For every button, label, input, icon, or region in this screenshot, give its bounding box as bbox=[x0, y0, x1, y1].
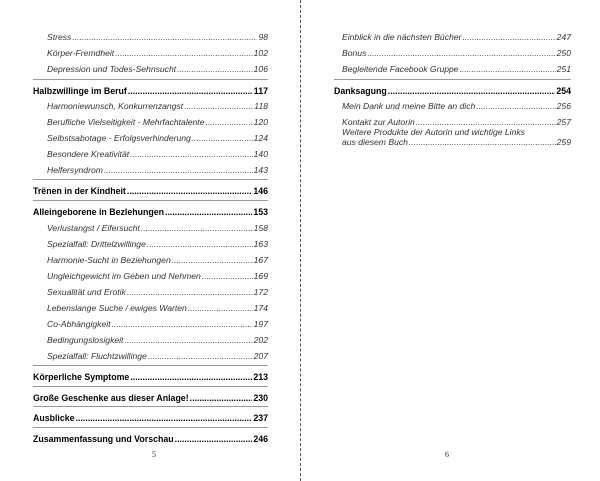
toc-section-entry[interactable] bbox=[47, 221, 268, 235]
toc-separator bbox=[33, 365, 268, 366]
toc-section-entry[interactable] bbox=[47, 301, 268, 315]
toc-section-entry[interactable] bbox=[47, 131, 268, 145]
toc-entry-multiline[interactable] bbox=[342, 127, 571, 147]
toc-dot-leader bbox=[409, 137, 556, 147]
toc-dot-leader bbox=[165, 205, 252, 219]
toc-entry-title: Halbzwillinge im Beruf bbox=[33, 86, 127, 96]
toc-separator bbox=[334, 79, 571, 80]
toc-dot-leader bbox=[188, 301, 253, 315]
toc-entry-page: 140 bbox=[253, 149, 268, 159]
toc-entry-page: 98 bbox=[258, 32, 268, 42]
toc-entry-title: Mein Dank und meine Bitte an dich bbox=[342, 101, 476, 111]
toc-entry-title: Ausblicke bbox=[33, 413, 75, 423]
right-page-number: 6 bbox=[445, 450, 449, 459]
toc-section-entry[interactable] bbox=[47, 46, 268, 60]
toc-section-entry[interactable] bbox=[47, 253, 268, 267]
toc-entry-page: 163 bbox=[253, 239, 268, 249]
toc-entry-page: 250 bbox=[556, 48, 571, 58]
toc-entry-title: Besondere Kreativität bbox=[47, 149, 130, 159]
toc-dot-leader bbox=[127, 285, 253, 299]
toc-section-entry[interactable] bbox=[342, 30, 571, 44]
toc-entry-title: Helfersyndrom bbox=[47, 165, 103, 175]
toc-dot-leader bbox=[190, 391, 253, 405]
toc-entry-title: Spezialfall: Drittelzwillinge bbox=[47, 239, 146, 249]
toc-entry-page: 246 bbox=[253, 434, 268, 444]
toc-section-entry[interactable] bbox=[342, 46, 571, 60]
toc-dot-leader bbox=[141, 221, 253, 235]
toc-separator bbox=[33, 179, 268, 180]
toc-chapter-entry[interactable] bbox=[33, 84, 268, 98]
toc-entry-title: Einblick in die nächsten Bücher bbox=[342, 32, 462, 42]
toc-entry-title: Bonus bbox=[342, 48, 367, 58]
toc-entry-title: Spezialfall: Fluchtzwillinge bbox=[47, 351, 147, 361]
toc-dot-leader bbox=[460, 62, 556, 76]
toc-entry-page: 172 bbox=[253, 287, 268, 297]
right-page bbox=[301, 0, 600, 481]
toc-dot-leader bbox=[205, 115, 252, 129]
toc-entry-page: 118 bbox=[254, 101, 268, 111]
toc-section-entry[interactable] bbox=[47, 115, 268, 129]
toc-separator bbox=[33, 386, 268, 387]
toc-section-entry[interactable] bbox=[47, 285, 268, 299]
toc-entry-page: 143 bbox=[253, 165, 268, 175]
toc-chapter-entry[interactable] bbox=[33, 184, 268, 198]
toc-entry-page: 247 bbox=[556, 32, 571, 42]
toc-entry-title: Ungleichgewicht im Geben und Nehmen bbox=[47, 271, 201, 281]
toc-entry-page: 254 bbox=[556, 86, 571, 96]
toc-section-entry[interactable] bbox=[47, 30, 268, 44]
toc-entry-title: Große Geschenke aus dieser Anlage! bbox=[33, 393, 189, 403]
toc-entry-title: Selbstsabotage - Erfolgsverhinderung bbox=[47, 133, 191, 143]
toc-entry-page: 158 bbox=[253, 223, 268, 233]
toc-section-entry[interactable] bbox=[342, 99, 571, 113]
toc-entry-page: 102 bbox=[253, 48, 268, 58]
toc-entry-title-line2: aus diesem Buch bbox=[342, 137, 408, 147]
toc-chapter-entry[interactable] bbox=[33, 432, 268, 446]
toc-entry-title: Harmoniewunsch, Konkurrenzangst bbox=[47, 101, 184, 111]
toc-entry-title: Alleingeborene in Bezlehungen bbox=[33, 207, 164, 217]
toc-section-entry[interactable] bbox=[47, 317, 268, 331]
toc-entry-page: 207 bbox=[253, 351, 268, 361]
toc-dot-leader bbox=[476, 99, 555, 113]
toc-entry-page: 146 bbox=[253, 186, 268, 196]
toc-dot-leader bbox=[177, 62, 253, 76]
toc-separator bbox=[33, 406, 268, 407]
toc-dot-leader bbox=[148, 349, 253, 363]
toc-entry-title: Verlustangst / Eifersucht bbox=[47, 223, 140, 233]
toc-dot-leader bbox=[130, 147, 252, 161]
toc-entry-page: 230 bbox=[253, 393, 268, 403]
toc-section-entry[interactable] bbox=[47, 163, 268, 177]
toc-dot-leader bbox=[127, 184, 252, 198]
toc-section-entry[interactable] bbox=[47, 99, 268, 113]
toc-entry-title: Lebenslange Suche / ewiges Warten bbox=[47, 303, 187, 313]
toc-entry-page: 106 bbox=[253, 64, 268, 74]
toc-dot-leader bbox=[76, 411, 253, 425]
toc-separator bbox=[33, 79, 268, 80]
toc-separator bbox=[33, 200, 268, 201]
toc-dot-leader bbox=[147, 237, 253, 251]
toc-entry-page: 120 bbox=[253, 117, 268, 127]
toc-dot-leader bbox=[130, 370, 252, 384]
toc-entry-title: Bedingungslosigkeit bbox=[47, 335, 124, 345]
toc-section-entry[interactable] bbox=[47, 349, 268, 363]
left-page-number: 5 bbox=[152, 450, 156, 459]
toc-entry-page: 202 bbox=[253, 335, 268, 345]
toc-dot-leader bbox=[128, 84, 253, 98]
toc-dot-leader bbox=[184, 99, 253, 113]
toc-dot-leader bbox=[388, 84, 556, 98]
toc-entry-title: Danksagung bbox=[334, 86, 387, 96]
toc-section-entry[interactable] bbox=[342, 62, 571, 76]
toc-entry-title: Begleitende Facebook Gruppe bbox=[342, 64, 459, 74]
toc-entry-page: 197 bbox=[253, 319, 268, 329]
toc-dot-leader bbox=[112, 317, 253, 331]
toc-entry-page: 256 bbox=[556, 101, 571, 111]
toc-entry-page: 169 bbox=[253, 271, 268, 281]
toc-entry-title: Kontakt zur Autorin bbox=[342, 117, 415, 127]
toc-dot-leader bbox=[72, 30, 257, 44]
toc-dot-leader bbox=[175, 432, 253, 446]
toc-entry-page: 167 bbox=[253, 255, 268, 265]
toc-dot-leader bbox=[104, 163, 253, 177]
toc-dot-leader bbox=[202, 269, 253, 283]
toc-section-entry[interactable] bbox=[47, 62, 268, 76]
toc-entry-title: Co-Abhängigkeit bbox=[47, 319, 111, 329]
toc-entry-page: 251 bbox=[556, 64, 571, 74]
toc-dot-leader bbox=[115, 46, 252, 60]
toc-entry-title: Körper-Fremdheit bbox=[47, 48, 115, 58]
toc-entry-title: Depression und Todes-Sehnsucht bbox=[47, 64, 177, 74]
toc-entry-title: Trënen in der Kindheit bbox=[33, 186, 126, 196]
toc-entry-page: 117 bbox=[253, 86, 268, 96]
toc-entry-title: Berufliche Vielseitigkeit - Mehrfachtalente bbox=[47, 117, 205, 127]
toc-dot-leader bbox=[367, 46, 555, 60]
toc-entry-title: Körperliche Symptome bbox=[33, 372, 130, 382]
toc-section-entry[interactable] bbox=[47, 147, 268, 161]
toc-chapter-entry[interactable] bbox=[33, 205, 268, 219]
toc-entry-page: 174 bbox=[253, 303, 268, 313]
toc-section-entry[interactable] bbox=[47, 237, 268, 251]
toc-entry-page: 153 bbox=[253, 207, 268, 217]
toc-separator bbox=[33, 427, 268, 428]
toc-dot-leader bbox=[172, 253, 253, 267]
toc-entry-page: 237 bbox=[253, 413, 268, 423]
toc-chapter-entry[interactable] bbox=[33, 411, 268, 425]
toc-entry-title: Harmonie-Sucht in Beziehungen bbox=[47, 255, 171, 265]
toc-dot-leader bbox=[124, 333, 252, 347]
toc-entry-title-line1: Weitere Produkte der Autorin und wichtige Links bbox=[342, 127, 525, 137]
toc-entry-page: 259 bbox=[556, 137, 571, 147]
toc-chapter-entry[interactable] bbox=[33, 391, 268, 405]
toc-entry-title: Zusammenfassung und Vorschau bbox=[33, 434, 174, 444]
toc-dot-leader bbox=[192, 131, 253, 145]
toc-entry-page: 213 bbox=[253, 372, 268, 382]
toc-section-entry[interactable] bbox=[47, 333, 268, 347]
toc-chapter-entry[interactable] bbox=[334, 84, 571, 98]
toc-entry-title: Sexualität und Erotik bbox=[47, 287, 126, 297]
toc-chapter-entry[interactable] bbox=[33, 370, 268, 384]
toc-entry-title: Stress bbox=[47, 32, 72, 42]
toc-section-entry[interactable] bbox=[47, 269, 268, 283]
toc-dot-leader bbox=[462, 30, 555, 44]
toc-entry-page: 257 bbox=[556, 117, 571, 127]
toc-entry-page: 124 bbox=[253, 133, 268, 143]
